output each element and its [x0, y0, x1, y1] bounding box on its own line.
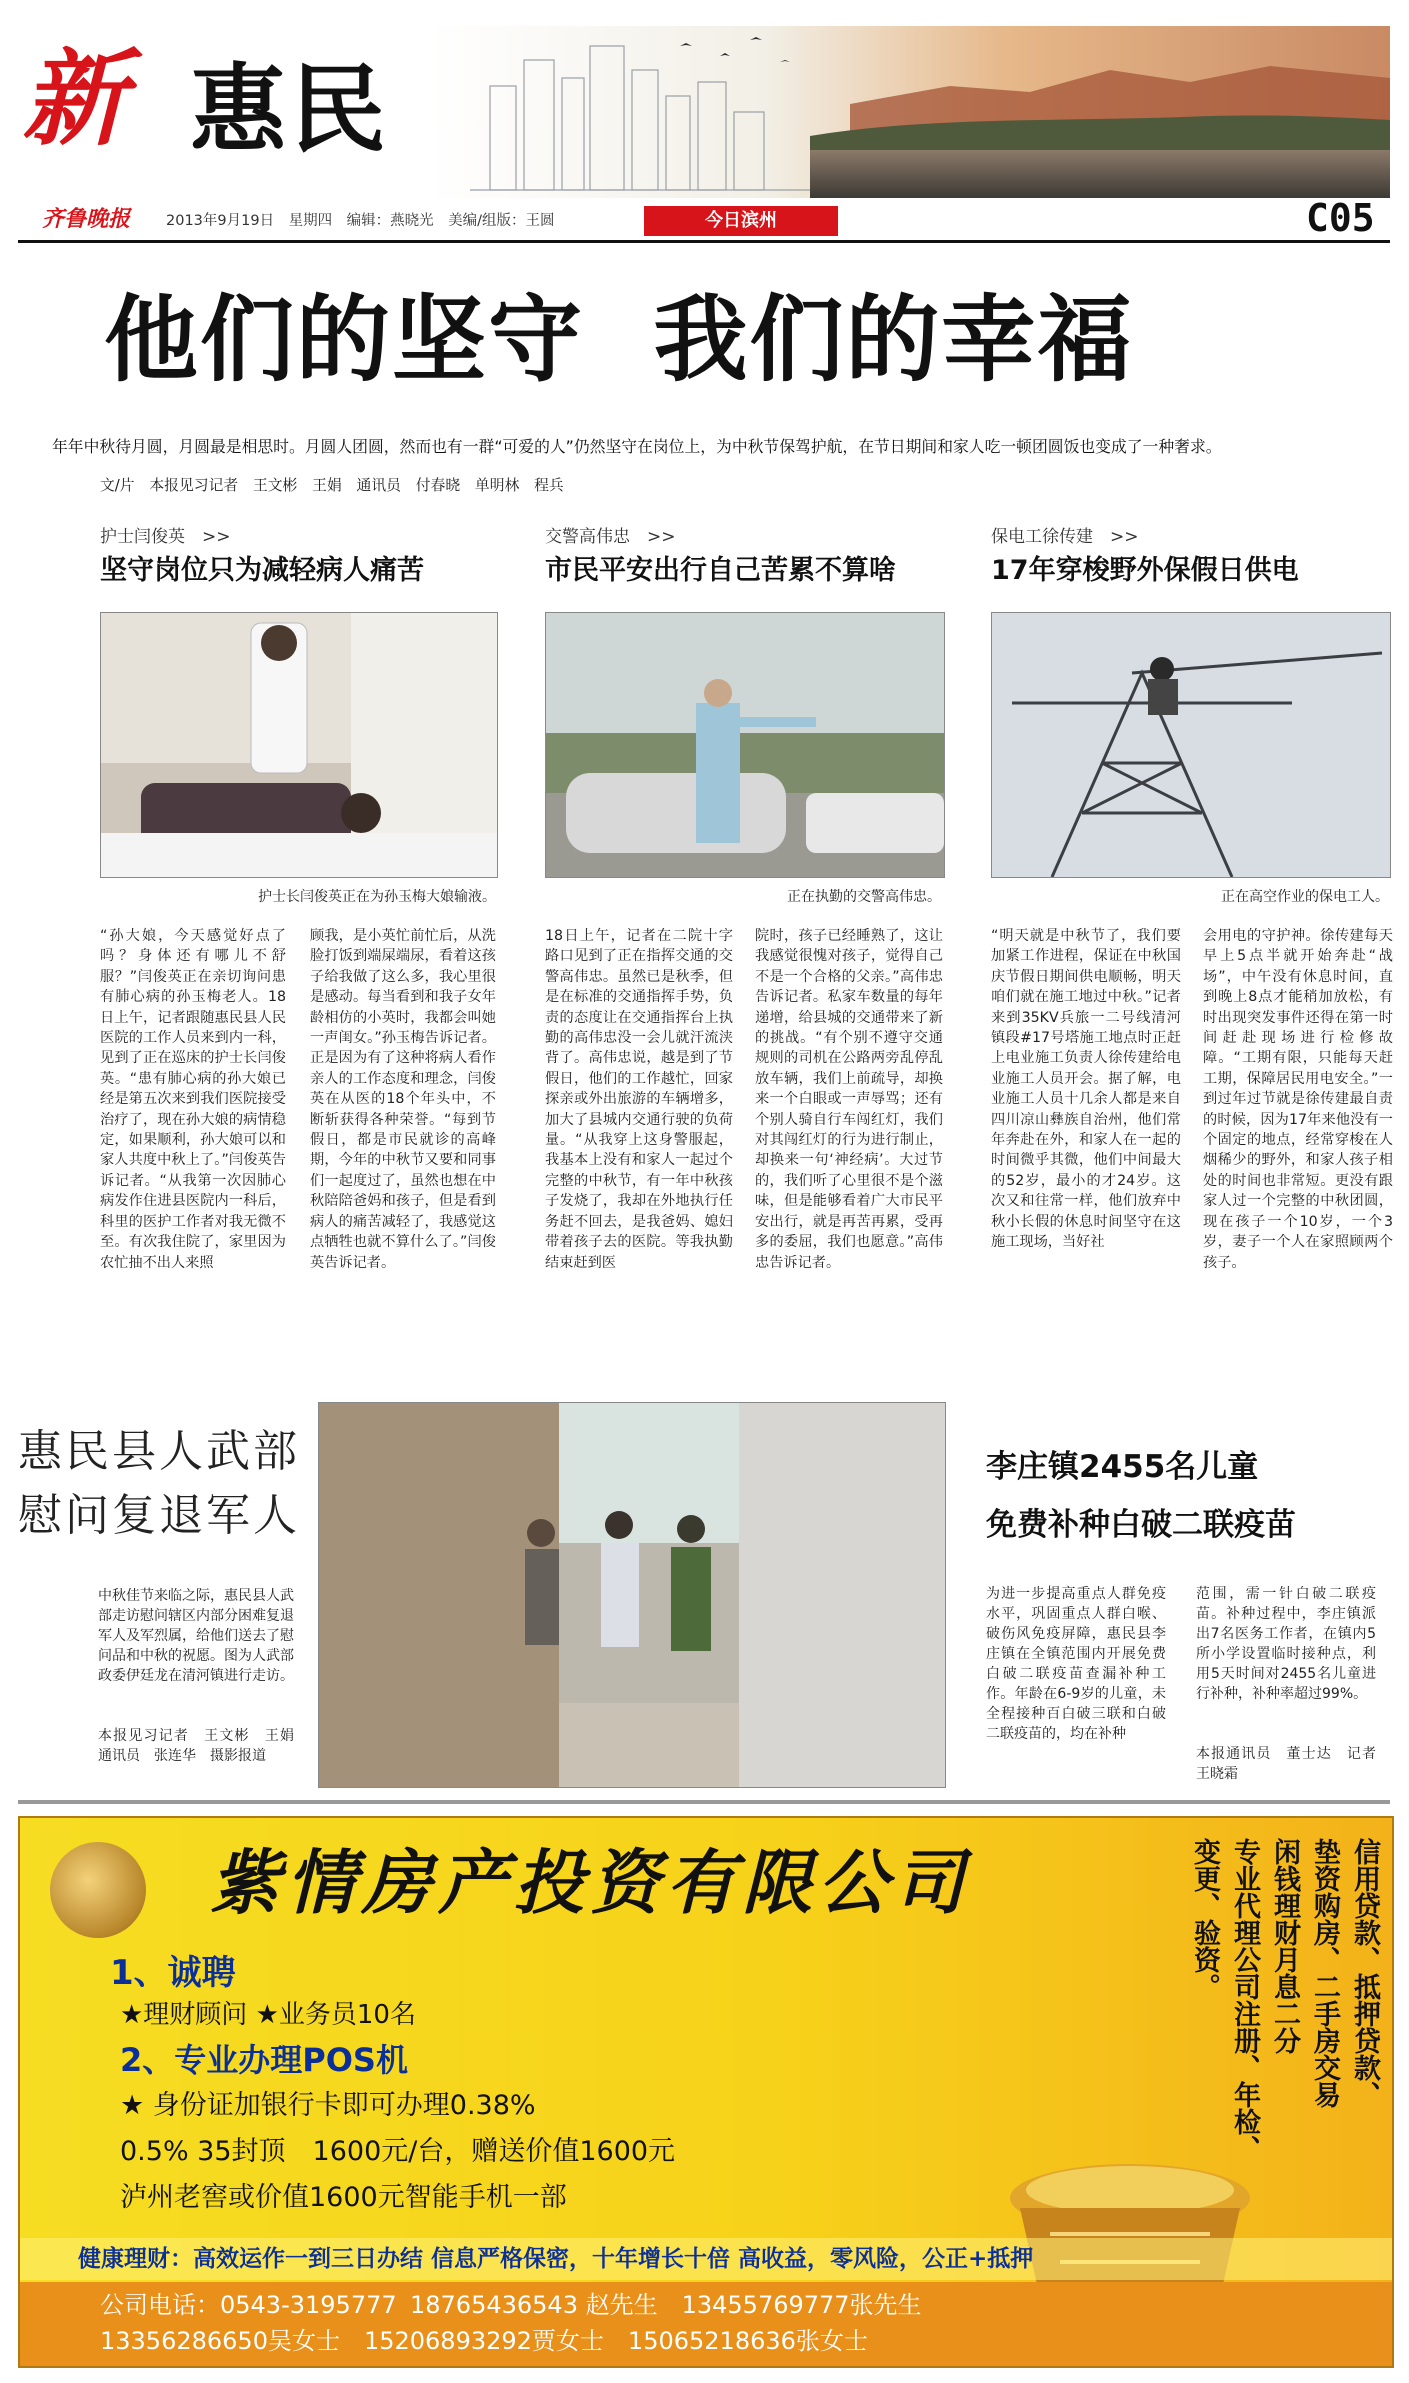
- story-title: 17年穿梭野外保假日供电: [991, 555, 1299, 586]
- vaccine-title: [986, 1438, 1296, 1554]
- ad-item2-title: 2、专业办理POS机: [120, 2041, 408, 2079]
- story-column: 顾我，是小英忙前忙后，从洗脸打饭到端屎端尿，看着这孩子给我做了这么多，我心里很是感动。每当看到和我子女年龄相仿的小英时，我都会叫她一声闺女。”孙玉梅告诉记者。正是因为有了这种将病人看作亲人的工作态度和理念，闫俊英在从医的18个年头中，不断斩获得各种荣誉。“每到节假日，都是市民就诊的高峰期，今年的中秋节又要和同事们一起度过了，虽然也想在中秋陪陪爸妈和孩子，但是看到病人的痛苦减轻了，我感觉这点牺牲也就不算什么了。”闫俊英告诉记者。: [310, 928, 496, 1271]
- ad-item2-line1: ★ 身份证加银行卡即可办理0.38%: [120, 2090, 536, 2121]
- photo-caption: 护士长闫俊英正在为孙玉梅大娘输液。: [258, 889, 496, 905]
- ad-vertical-services: [1186, 1838, 1382, 2168]
- story-police: [545, 526, 945, 1346]
- photo-caption: 正在执勤的交警高伟忠。: [787, 889, 941, 905]
- vaccine-credit: 本报通讯员 董士达 记者 王晓霜: [1196, 1746, 1390, 1782]
- ad-vertical-line: 变更、验资。: [1189, 1838, 1220, 2000]
- section-tab: 今日滨州: [644, 206, 838, 236]
- ad-vertical-line: 闲钱理财月息二分: [1269, 1838, 1300, 2054]
- ad-item2-line2: 0.5% 35封顶 1600元/台，赠送价值1600元: [120, 2136, 676, 2167]
- ad-panel: [18, 1816, 1394, 2368]
- photo-caption: 正在高空作业的保电工人。: [1221, 889, 1389, 905]
- story-column: “孙大娘，今天感觉好点了吗？身体还有哪儿不舒服？”闫俊英正在亲切询问患有肺心病的孙玉梅老人。18日上午，记者跟随惠民县人民医院的工作人员来到内一科，见到了正在巡床的护士长闫俊英。“患有肺心病的孙大娘已经是第五次来到我们医院接受治疗了，现在孙大娘的病情稳定，如果顺利，孙大娘可以和家人共度中秋上了。”闫俊英告诉记者。“从我第一次因肺心病发作住进县医院内一科后，科里的医护工作者对我无微不至。有次我住院了，家里因为农忙抽不出人来照: [100, 928, 286, 1271]
- story-column: 18日上午，记者在二院十字路口见到了正在指挥交通的交警高伟忠。虽然已是秋季，但是在标准的交通指挥手势，负责的态度让在交通指挥台上执勤的高伟忠没一会儿就汗流浃背了。高伟忠说，越是到了节假日，他们的工作越忙，回家探亲或外出旅游的车辆增多，加大了县城内交通行驶的负荷量。“从我穿上这身警服起，我基本上没有和家人一起过个完整的中秋节，有一年中秋孩子发烧了，我却在外地执行任务赶不回去，是我爸妈、媳妇带着孩子去的医院。等我执勤结束赶到医: [545, 928, 733, 1271]
- photo-nurse-infusion: [100, 612, 498, 878]
- vaccine-column: 为进一步提高重点人群免疫水平，巩固重点人群白喉、破伤风免疫屏障，惠民县李庄镇在全镇范围内开展免费白破二联疫苗查漏补种工作。年龄在6-9岁的儿童，未全程接种百白破三联和白破二联疫苗的，均在补种: [986, 1586, 1166, 1742]
- lead-paragraph: 年年中秋待月圆，月圆最是相思时。月圆人团圆，然而也有一群“可爱的人”仍然坚守在岗位上，为中秋节保驾护航，在节日期间和家人吃一顿团圆饭也变成了一种奢求。: [52, 437, 1222, 456]
- story-nurse: [100, 526, 498, 1346]
- ad-coin-icon: [50, 1842, 146, 1938]
- masthead: [0, 0, 1409, 240]
- ad-vertical-line: 垫资购房、二手房交易: [1309, 1838, 1340, 2108]
- page-number: C05: [1306, 196, 1375, 240]
- ad-item1-body: ★理财顾问 ★业务员10名: [120, 2000, 416, 2030]
- masthead-banner-image: [430, 26, 1390, 198]
- vaccine-title-line2: 免费补种白破二联疫苗: [986, 1507, 1296, 1543]
- story-electrician: [991, 526, 1393, 1346]
- section-divider: [18, 1800, 1390, 1804]
- vaccine-column: 范围，需一针白破二联疫苗。补种过程中，李庄镇派出7名医务工作者，在镇内5所小学设置临时接种点，利用5天时间对2455名儿童进行补种，补种率超过99%。: [1196, 1586, 1376, 1702]
- story-column: 会用电的守护神。徐传建每天早上5点半就开始奔赴“战场”，中午没有休息时间，直到晚上8点才能稍加放松，有时出现突发事件还得在第一时间赶赴现场进行检修故障。“工期有限，只能每天赶工期，保障居民用电安全。”一到过年过节就是徐传建最自责的时候，因为17年来他没有一个固定的地点，经常穿梭在人烟稀少的野外，和家人孩子相处的时间也非常短。更没有跟家人过一个完整的中秋团圆，现在孩子一个10岁，一个3岁，妻子一个人在家照顾两个孩子。: [1203, 928, 1393, 1271]
- story-title: 坚守岗位只为减轻病人痛苦: [100, 555, 424, 586]
- paper-name: 齐鲁晚报: [42, 206, 131, 232]
- ad-vertical-line: 专业代理公司注册、年检、: [1229, 1838, 1260, 2162]
- logo-huimin: 惠民: [190, 53, 390, 166]
- story-column: “明天就是中秋节了，我们要加紧工作进程，保证在中秋国庆节假日期间供电顺畅，明天咱们就在施工地过中秋。”记者来到35KV兵旅一二号线清河镇段#17号塔施工地点时正赶上电业施工负责人徐传建给电业施工人员开会。据了解，电业施工人员十几余人都是来自四川凉山彝族自治州，他们常年奔赴在外，和家人在一起的时间微乎其微，他们中间最大的52岁，最小的才24岁。这次又和往常一样，他们放弃中秋小长假的休息时间坚守在这施工现场，当好社: [991, 928, 1181, 1251]
- vaccine-title-line1: 李庄镇2455名儿童: [986, 1449, 1259, 1485]
- ad-item1-title: 1、诚聘: [110, 1953, 236, 1993]
- page-headline: 他们的坚守 我们的幸福: [104, 286, 1134, 395]
- ad-phones-row1: 18765436543 赵先生 13455769777张先生: [410, 2291, 922, 2319]
- army-title-line2: 慰问复退军人: [18, 1490, 300, 1541]
- story-title: 市民平安出行自己苦累不算啥: [545, 555, 896, 586]
- story-kicker: 护士闫俊英 >>: [100, 527, 231, 547]
- photo-traffic-police: [545, 612, 945, 878]
- army-body: 中秋佳节来临之际，惠民县人武部走访慰问辖区内部分困难复退军人及军烈属，给他们送去了慰问品和中秋的祝愿。图为人武部政委伊廷龙在清河镇进行走访。: [98, 1588, 294, 1684]
- ad-vertical-line: 信用贷款、抵押贷款、: [1349, 1838, 1380, 2108]
- dateline: 2013年9月19日 星期四 编辑：燕晓光 美编/组版：王圆: [166, 213, 555, 229]
- ad-phone-label: 公司电话：0543-3195777: [100, 2291, 397, 2319]
- army-credit: 本报见习记者 王文彬 王娟 通讯员 张连华 摄影报道: [98, 1728, 308, 1764]
- masthead-rule: [18, 240, 1390, 243]
- army-title: [18, 1420, 300, 1548]
- byline: 文/片 本报见习记者 王文彬 王娟 通讯员 付春晓 单明林 程兵: [100, 477, 564, 494]
- story-kicker: 保电工徐传建 >>: [991, 527, 1139, 547]
- story-kicker: 交警高伟忠 >>: [545, 527, 676, 547]
- ad-finance-line: 健康理财：高效运作一到三日办结 信息严格保密，十年增长十倍 高收益，零风险，公正+抵押: [78, 2246, 1034, 2272]
- ad-company-name: 紫情房产投资有限公司: [210, 1841, 970, 1924]
- ad-item2-line3: 泸州老窖或价值1600元智能手机一部: [120, 2182, 567, 2213]
- logo-xin: 新: [22, 37, 127, 160]
- story-column: 院时，孩子已经睡熟了，这让我感觉很愧对孩子，觉得自己不是一个合格的父亲。”高伟忠告诉记者。私家车数量的每年递增，给县城的交通带来了新的挑战。“有个别不遵守交通规则的司机在公路两旁乱停乱放车辆，我们上前疏导，却换来一个白眼或一声辱骂；还有个别人骑自行车闯红灯，我们对其闯红灯的行为进行制止，却换来一句‘神经病’。大过节的，我们听了心里很不是个滋味，但是能够看着广大市民平安出行，就是再苦再累，受再多的委屈，我们也愿意。”高伟忠告诉记者。: [755, 928, 943, 1271]
- army-title-line1: 惠民县人武部: [18, 1426, 300, 1477]
- photo-power-tower: [991, 612, 1391, 878]
- photo-army-visit: [318, 1402, 946, 1788]
- ad-phones-row2: 13356286650吴女士 15206893292贾女士 15065218636张女士: [100, 2327, 868, 2355]
